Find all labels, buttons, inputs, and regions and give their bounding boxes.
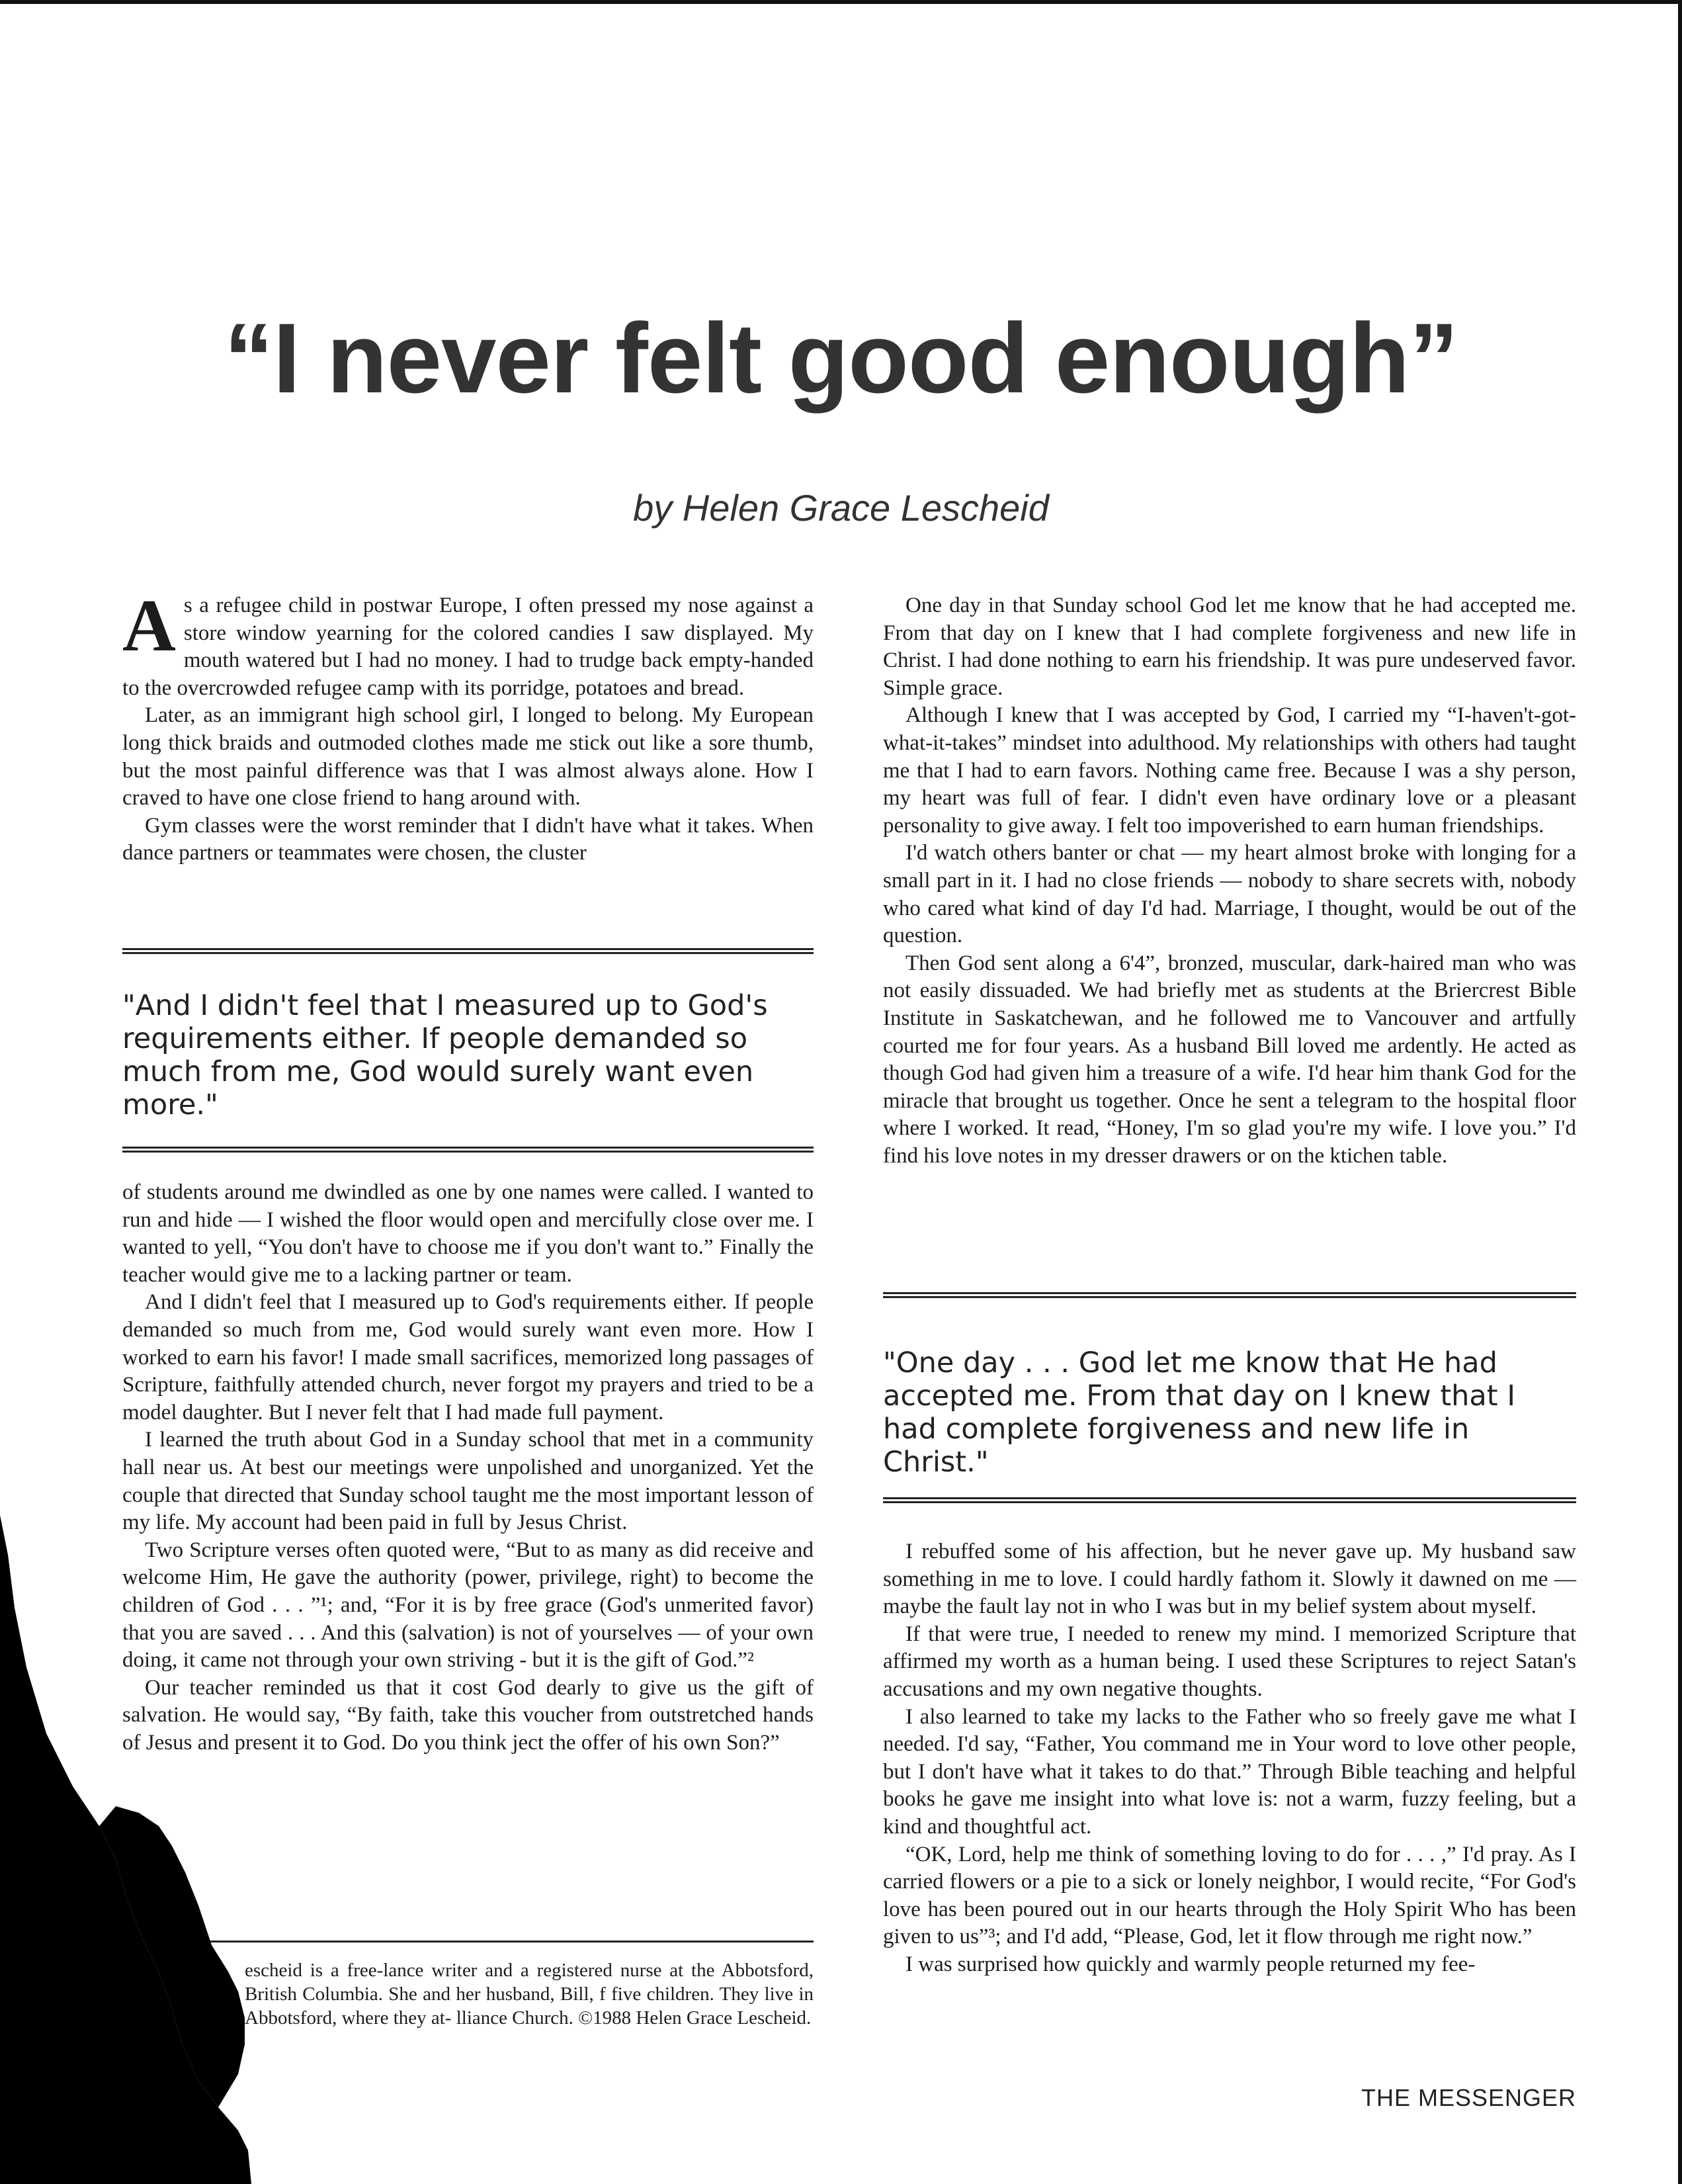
article-byline: by Helen Grace Lescheid — [633, 487, 1049, 529]
paragraph: Our teacher reminded us that it cost God dearly to give us the gift of salvation. He would say, “By faith, take this voucher from outstretched hands of Jesus and present it to God. Do you think ject the offer of his own Son?” — [122, 1675, 814, 1755]
paragraph: Then God sent along a 6'4”, bronzed, muscular, dark-haired man who was not easily dissuaded. We had briefly met as students at the Briercrest Bible Institute in Saskatchewan, and he followed me to Vancouver and artfully courted me for four years. As a husband Bill loved me ardently. He acted as though God had given him a treasure of a wife. I'd hear him thank God for the miracle that brought us together. Once he sent a telegram to the hospital floor where I worked. It read, “Honey, I'm so glad you're my wife. I love you.” I'd find his love notes in my dresser drawers or on the ktichen table. — [883, 951, 1576, 1168]
first-paragraph — [122, 585, 814, 702]
page-top-border — [0, 0, 1682, 4]
drop-cap: A — [122, 585, 176, 667]
publication-footer: THE MESSENGER — [1361, 2084, 1576, 2111]
paragraph: Later, as an immigrant high school girl, I longed to belong. My European long thick braids and outmoded clothes made me stick out like a sore thumb, but the most painful difference was that I was almost always alone. How I craved to have one close friend to hang around with. — [122, 703, 814, 810]
paragraph: “OK, Lord, help me think of something loving to do for . . . ,” I'd pray. As I carried flowers or a pie to a sick or lonely neighbor, I would recite, “For God's love has been poured out in our hearts through the Holy Spirit Who has been given to us”³; and I'd add, “Please, God, let it flow through me right now.” — [883, 1842, 1576, 1949]
paragraph: Although I knew that I was accepted by God, I carried my “I-haven't-got-what-it-takes” mindset into adulthood. My relationships with others had taught me that I had to earn favors. Nothing came free. Because I was a shy person, my heart was full of fear. I didn't even have ordinary love or a pleasant personality to give away. I felt too impoverished to earn human friendships. — [883, 703, 1576, 838]
paragraph: I'd watch others banter or chat — my heart almost broke with longing for a small part in it. I had no close friends — nobody to share secrets with, nobody who cared what kind of day I'd had. Marriage, I thought, would be out of the question. — [883, 841, 1576, 948]
right-column-top — [883, 592, 1576, 1170]
pull-quote-rule-bottom — [122, 1147, 814, 1156]
paragraph: Gym classes were the worst reminder that I didn't have what it takes. When dance partners or teammates were chosen, the cluster — [122, 813, 814, 865]
author-bio: escheid is a free-lance writer and a registered nurse at the Abbotsford, British Columbia. She and her husband, Bill, f five children. They live in Abbotsford, where they at- lliance Church. ©1988 Helen Grace Lescheid. — [245, 1960, 814, 2029]
paragraph: Two Scripture verses often quoted were, “But to as many as did receive and welcome Him, He gave the authority (power, privilege, right) to become the children of God . . . ”¹; and, “For it is by free grace (God's unmerited favor) that you are saved . . . And this (salvation) is not of yourselves — of your own doing, it came not through your own striving - but it is the gift of God.”² — [122, 1538, 814, 1673]
paragraph: I was surprised how quickly and warmly people returned my fee- — [905, 1952, 1476, 1976]
paragraph: I also learned to take my lacks to the Father who so freely gave me what I needed. I'd say, “Father, You command me in Your word to love other people, but I don't have what it takes to do that.” Through Bible teaching and helpful books he gave me insight into what love is: not a warm, fuzzy feeling, but a kind and thoughtful act. — [883, 1704, 1576, 1839]
paragraph: If that were true, I needed to renew my mind. I memorized Scripture that affirmed my worth as a human being. I used these Scriptures to reject Satan's accusations and my own negative thoughts. — [883, 1622, 1576, 1701]
pull-quote-right: "One day . . . God let me know that He had accepted me. From that day on I knew that I had complete forgiveness and new life in Christ." — [883, 1346, 1515, 1479]
paragraph: I rebuffed some of his affection, but he never gave up. My husband saw something in me to love. I could hardly fathom it. Slowly it dawned on me — maybe the fault lay not in who I was but in my belief system about myself. — [883, 1540, 1576, 1619]
pull-quote-left: "And I didn't feel that I measured up to God's requirements either. If people demanded so much from me, God would surely want even more." — [122, 989, 768, 1121]
paragraph: One day in that Sunday school God let me know that he had accepted me. From that day on I knew that I had complete forgiveness and new life in Christ. I had done nothing to earn his friendship. It was pure undeserved favor. Simple grace. — [883, 593, 1576, 700]
right-column-bottom — [883, 1538, 1576, 1979]
torn-page-edge — [0, 1515, 278, 2184]
left-column-top — [122, 585, 814, 867]
pull-quote-rule-top — [883, 1292, 1576, 1301]
first-paragraph-text: s a refugee child in postwar Europe, I often pressed my nose against a store window yearning for the colored candies I saw displayed. My mouth watered but I had no money. I had to trudge back empty-handed to the overcrowded refugee camp with its porridge, potatoes and bread. — [122, 593, 814, 700]
paragraph: I learned the truth about God in a Sunday school that met in a community hall near us. At best our meetings were unpolished and unorganized. Yet the couple that directed that Sunday school taught me the most important lesson of my life. My account had been paid in full by Jesus Christ. — [122, 1428, 814, 1535]
paragraph: of students around me dwindled as one by one names were called. I wanted to run and hide — I wished the floor would open and mercifully close over me. I wanted to yell, “You don't have to choose me if you don't want to.” Finally the teacher would give me to a lacking partner or team. — [122, 1180, 814, 1287]
paragraph: And I didn't feel that I measured up to God's requirements either. If people demanded so much from me, God would surely want even more. How I worked to earn his favor! I made small sacrifices, memorized long passages of Scripture, faithfully attended church, never forgot my prayers and tried to be a model daughter. But I never felt that I had made full payment. — [122, 1290, 814, 1424]
article-title: “I never felt good enough” — [224, 302, 1458, 414]
pull-quote-rule-bottom — [883, 1497, 1576, 1507]
pull-quote-rule-top — [122, 948, 814, 957]
